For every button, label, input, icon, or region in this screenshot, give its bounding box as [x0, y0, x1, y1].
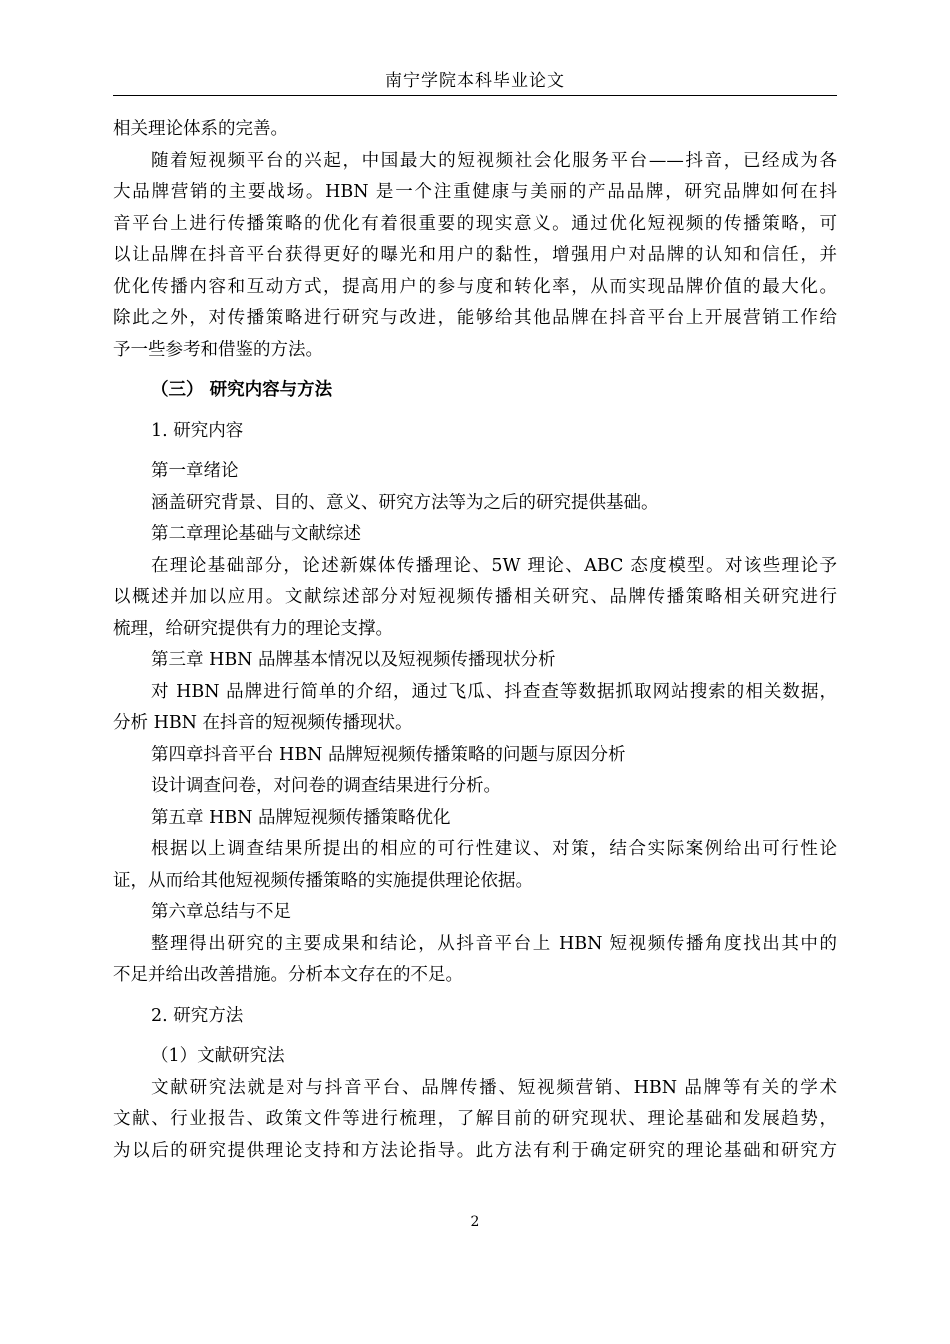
paragraph-line: 大品牌营销的主要战场。HBN 是一个注重健康与美丽的产品品牌，研究品牌如何在抖: [113, 182, 837, 202]
chapter-title: 第四章抖音平台 HBN 品牌短视频传播策略的问题与原因分析: [151, 744, 626, 765]
chapter-title: 第五章 HBN 品牌短视频传播策略优化: [151, 807, 451, 828]
chapter-description: 梳理，给研究提供有力的理论支撑。: [113, 618, 393, 639]
paragraph-line: 相关理论体系的完善。: [113, 119, 288, 139]
chapter-description: 涵盖研究背景、目的、意义、研究方法等为之后的研究提供基础。: [151, 492, 659, 513]
paragraph-line: 优化传播内容和互动方式，提高用户的参与度和转化率，从而实现品牌价值的最大化。: [113, 276, 837, 297]
paragraph-line: 除此之外，对传播策略进行研究与改进，能够给其他品牌在抖音平台上开展营销工作给: [113, 308, 837, 328]
chapter-description: 根据以上调查结果所提出的相应的可行性建议、对策，结合实际案例给出可行性论: [151, 839, 837, 859]
chapter-title: 第三章 HBN 品牌基本情况以及短视频传播现状分析: [151, 650, 556, 670]
subsection-title: 2. 研究方法: [151, 1005, 244, 1026]
section-heading: （三） 研究内容与方法: [151, 380, 333, 400]
chapter-description: 不足并给出改善措施。分析本文存在的不足。: [113, 965, 463, 985]
chapter-description: 分析 HBN 在抖音的短视频传播现状。: [113, 713, 413, 733]
paragraph-line: 以让品牌在抖音平台获得更好的曝光和用户的黏性，增强用户对品牌的认知和信任，并: [113, 245, 837, 265]
body-text: [113, 114, 837, 1167]
paragraph-line: 予一些参考和借鉴的方法。: [113, 339, 323, 360]
method-title: （1）文献研究法: [151, 1046, 285, 1066]
paragraph-line: 音平台上进行传播策略的优化有着很重要的现实意义。通过优化短视频的传播策略，可: [113, 213, 837, 234]
method-description: 文献、行业报告、政策文件等进行梳理，了解目前的研究现状、理论基础和发展趋势，: [113, 1109, 837, 1129]
method-description: 为以后的研究提供理论支持和方法论指导。此方法有利于确定研究的理论基础和研究方: [113, 1140, 837, 1161]
subsection-title: 1. 研究内容: [151, 420, 244, 441]
chapter-title: 第一章绪论: [151, 461, 239, 481]
chapter-description: 整理得出研究的主要成果和结论，从抖音平台上 HBN 短视频传播角度找出其中的: [151, 933, 837, 954]
chapter-title: 第六章总结与不足: [151, 902, 291, 922]
chapter-title: 第二章理论基础与文献综述: [151, 524, 361, 544]
method-description: 文献研究法就是对与抖音平台、品牌传播、短视频营销、HBN 品牌等有关的学术: [151, 1077, 837, 1098]
page-header: 南宁学院本科毕业论文: [385, 71, 565, 91]
chapter-description: 证，从而给其他短视频传播策略的实施提供理论依据。: [113, 870, 533, 891]
page-number: 2: [470, 1214, 480, 1230]
header-divider: [113, 95, 837, 96]
chapter-description: 以概述并加以应用。文献综述部分对短视频传播相关研究、品牌传播策略相关研究进行: [113, 587, 837, 607]
paragraph-line: 随着短视频平台的兴起，中国最大的短视频社会化服务平台——抖音，已经成为各: [151, 150, 837, 171]
chapter-description: 设计调查问卷，对问卷的调查结果进行分析。: [151, 776, 501, 796]
chapter-description: 在理论基础部分，论述新媒体传播理论、5W 理论、ABC 态度模型。对该些理论予: [151, 555, 837, 576]
chapter-description: 对 HBN 品牌进行简单的介绍，通过飞瓜、抖查查等数据抓取网站搜索的相关数据，: [151, 681, 837, 702]
